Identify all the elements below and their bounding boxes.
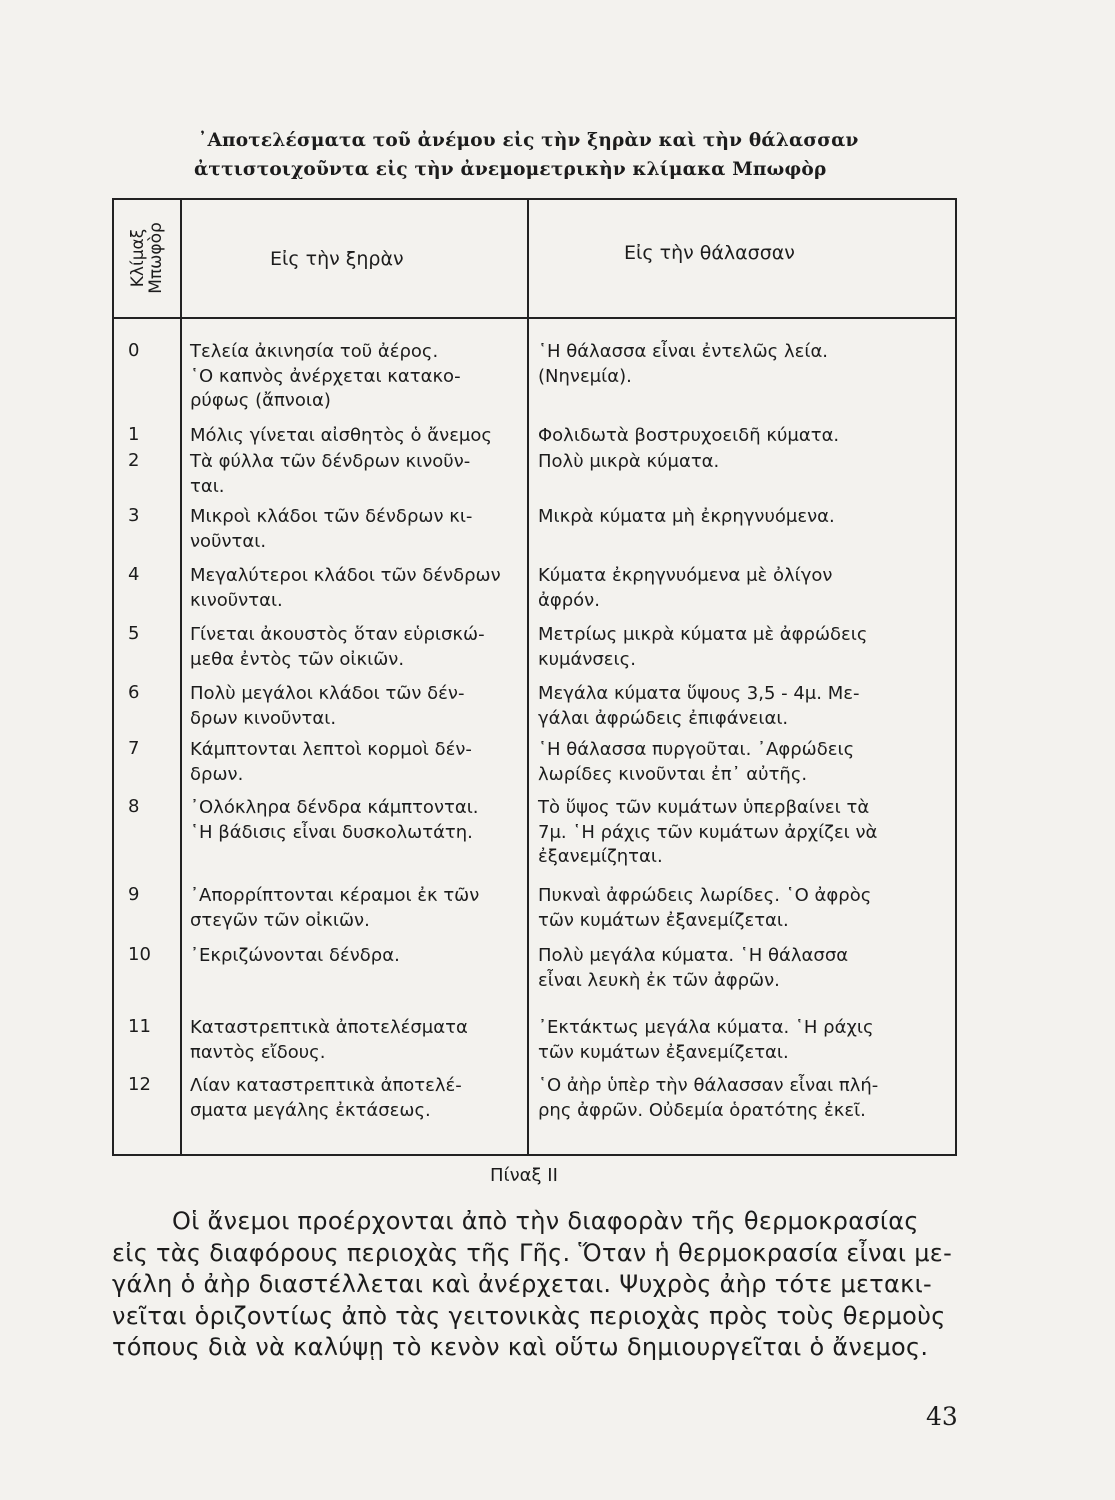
sea-text-line: Μετρίως μικρὰ κύματα μὲ ἀφρώδεις [538,624,868,645]
sea-text-line: τῶν κυμάτων ἐξανεμίζεται. [538,909,789,931]
land-text-line: Τὰ φύλλα τῶν δένδρων κινοῦν- [190,451,471,472]
row-land-effect [190,505,520,554]
land-text-line: Μεγαλύτεροι κλάδοι τῶν δένδρων [190,565,501,586]
land-text-line: παντὸς εἴδους. [190,1041,326,1063]
table-title [194,126,898,184]
sea-text-line: τῶν κυμάτων ἐξανεμίζεται. [538,1041,789,1063]
sea-text-line: Πυκναὶ ἀφρώδεις λωρίδες. ῾Ο ἀφρὸς [538,885,872,906]
row-scale-number: 4 [128,564,140,585]
header-scale [129,195,165,321]
row-scale-number: 11 [128,1016,151,1037]
sea-text-line: κυμάνσεις. [538,648,636,670]
sea-text-line: ῾Ο ἀὴρ ὑπὲρ τὴν θάλασσαν εἶναι πλή- [538,1075,879,1096]
body-line: τόπους διὰ νὰ καλύψῃ τὸ κενὸν καὶ οὕτω δημιουργεῖται ὁ ἄνεμος. [112,1333,929,1361]
sea-text-line: λωρίδες κινοῦνται ἐπ᾿ αὐτῆς. [538,763,808,785]
row-scale-number: 12 [128,1074,151,1095]
land-text-line: Μόλις γίνεται αἰσθητὸς ὁ ἄνεμος [190,425,492,446]
body-line: Οἱ ἄνεμοι προέρχονται ἀπὸ τὴν διαφορὰν τῆς θερμοκρασίας [172,1207,919,1235]
sea-text-line: 7μ. ῾Η ράχις τῶν κυμάτων ἀρχίζει νὰ [538,821,878,843]
header-scale-line-2: Μπωφὸρ [146,222,166,294]
table-title-line-2: ἀττιστοιχοῦντα εἰς τὴν ἀνεμομετρικὴν κλίμακα Μπωφὸρ [194,159,827,180]
column-divider-1 [180,200,182,1154]
row-land-effect [190,682,520,731]
row-sea-effect [538,884,950,933]
row-land-effect [190,796,520,845]
row-sea-effect [538,450,950,475]
land-text-line: σματα μεγάλης ἐκτάσεως. [190,1099,431,1121]
sea-text-line: ρης ἀφρῶν. Οὐδεμία ὁρατότης ἐκεῖ. [538,1099,866,1121]
land-text-line: Μικροὶ κλάδοι τῶν δένδρων κι- [190,506,473,527]
row-scale-number: 5 [128,623,140,644]
land-text-line: Πολὺ μεγάλοι κλάδοι τῶν δέν- [190,683,465,704]
sea-text-line: Πολὺ μεγάλα κύματα. ῾Η θάλασσα [538,945,849,966]
row-sea-effect [538,1016,950,1065]
sea-text-line: ῾Η θάλασσα εἶναι ἐντελῶς λεία. [538,341,829,362]
sea-text-line: ἀφρόν. [538,589,600,611]
table-caption: Πίναξ ΙΙ [490,1165,558,1186]
row-scale-number: 3 [128,505,140,526]
column-divider-2 [527,200,529,1154]
header-sea: Εἰς τὴν θάλασσαν [624,242,795,264]
header-scale-line-1: Κλίμαξ [128,228,148,288]
land-text-line: Γίνεται ἀκουστὸς ὅταν εὑρισκώ- [190,624,485,645]
row-scale-number: 0 [128,340,140,361]
row-land-effect [190,450,520,499]
land-text-line: ᾿Εκριζώνονται δένδρα. [190,945,400,966]
body-line: εἰς τὰς διαφόρους περιοχὰς τῆς Γῆς. Ὅταν ἡ θερμοκρασία εἶναι με- [112,1238,953,1267]
row-sea-effect [538,424,950,449]
sea-text-line: Μεγάλα κύματα ὕψους 3,5 - 4μ. Με- [538,683,860,704]
body-line: νεῖται ὁριζοντίως ἀπὸ τὰς γειτονικὰς περιοχὰς πρὸς τοὺς θερμοὺς [112,1301,946,1330]
beaufort-table [112,198,957,1156]
row-sea-effect [538,564,950,613]
row-sea-effect [538,623,950,672]
row-scale-number: 10 [128,944,151,965]
land-text-line: Τελεία ἀκινησία τοῦ ἀέρος. [190,341,439,362]
land-text-line: ῾Ο καπνὸς ἀνέρχεται κατακο- [190,365,461,387]
row-scale-number: 8 [128,796,140,817]
row-scale-number: 9 [128,884,140,905]
land-text-line: Λίαν καταστρεπτικὰ ἀποτελέ- [190,1075,462,1096]
row-land-effect [190,564,520,613]
land-text-line: ρύφως (ἄπνοια) [190,390,331,411]
row-scale-number: 7 [128,738,140,759]
row-land-effect [190,944,520,969]
row-sea-effect [538,944,950,993]
table-title-line-1: ᾿Αποτελέσματα τοῦ ἀνέμου εἰς τὴν ξηρὰν καὶ τὴν θάλασσαν [198,130,859,151]
row-land-effect [190,884,520,933]
land-text-line: νοῦνται. [190,530,267,552]
row-land-effect [190,340,520,414]
land-text-line: ται. [190,475,225,497]
land-text-line: ᾿Απορρίπτονται κέραμοι ἐκ τῶν [190,885,480,906]
row-land-effect [190,623,520,672]
sea-text-line: ἐξανεμίζηται. [538,846,663,867]
row-land-effect [190,1016,520,1065]
land-text-line: κινοῦνται. [190,589,283,611]
row-sea-effect [538,1074,950,1123]
row-scale-number: 2 [128,450,140,471]
land-text-line: μεθα ἐντὸς τῶν οἰκιῶν. [190,648,405,670]
land-text-line: ῾Η βάδισις εἶναι δυσκολωτάτη. [190,821,473,843]
row-land-effect [190,1074,520,1123]
row-sea-effect [538,738,950,787]
land-text-line: Κάμπτονται λεπτοὶ κορμοὶ δέν- [190,739,472,760]
row-land-effect [190,738,520,787]
header-divider [114,317,955,319]
page-number: 43 [926,1402,958,1431]
sea-text-line: (Νηνεμία). [538,365,632,387]
land-text-line: στεγῶν τῶν οἰκιῶν. [190,909,370,931]
sea-text-line: Φολιδωτὰ βοστρυχοειδῆ κύματα. [538,425,840,446]
sea-text-line: Πολὺ μικρὰ κύματα. [538,451,720,472]
sea-text-line: ῾Η θάλασσα πυργοῦται. ᾿Αφρώδεις [538,739,855,760]
row-scale-number: 1 [128,424,140,445]
row-scale-number: 6 [128,682,140,703]
land-text-line: δρων κινοῦνται. [190,707,337,729]
sea-text-line: γάλαι ἀφρώδεις ἐπιφάνειαι. [538,707,789,729]
sea-text-line: Μικρὰ κύματα μὴ ἐκρηγνυόμενα. [538,506,835,527]
sea-text-line: ᾿Εκτάκτως μεγάλα κύματα. ῾Η ράχις [538,1017,874,1038]
sea-text-line: Τὸ ὕψος τῶν κυμάτων ὑπερβαίνει τὰ [538,797,870,818]
header-land: Εἰς τὴν ξηρὰν [270,248,404,270]
row-sea-effect [538,682,950,731]
body-paragraph [112,1206,957,1364]
land-text-line: δρων. [190,763,244,785]
row-land-effect [190,424,520,449]
sea-text-line: εἶναι λευκὴ ἐκ τῶν ἀφρῶν. [538,969,780,991]
row-sea-effect [538,505,950,530]
body-line: γάλη ὁ ἀὴρ διαστέλλεται καὶ ἀνέρχεται. Ψυχρὸς ἀὴρ τότε μετακι- [112,1270,932,1298]
row-sea-effect [538,796,950,870]
land-text-line: ᾿Ολόκληρα δένδρα κάμπτονται. [190,797,479,818]
sea-text-line: Κύματα ἐκρηγνυόμενα μὲ ὀλίγον [538,565,833,586]
row-sea-effect [538,340,950,389]
land-text-line: Καταστρεπτικὰ ἀποτελέσματα [190,1017,468,1038]
